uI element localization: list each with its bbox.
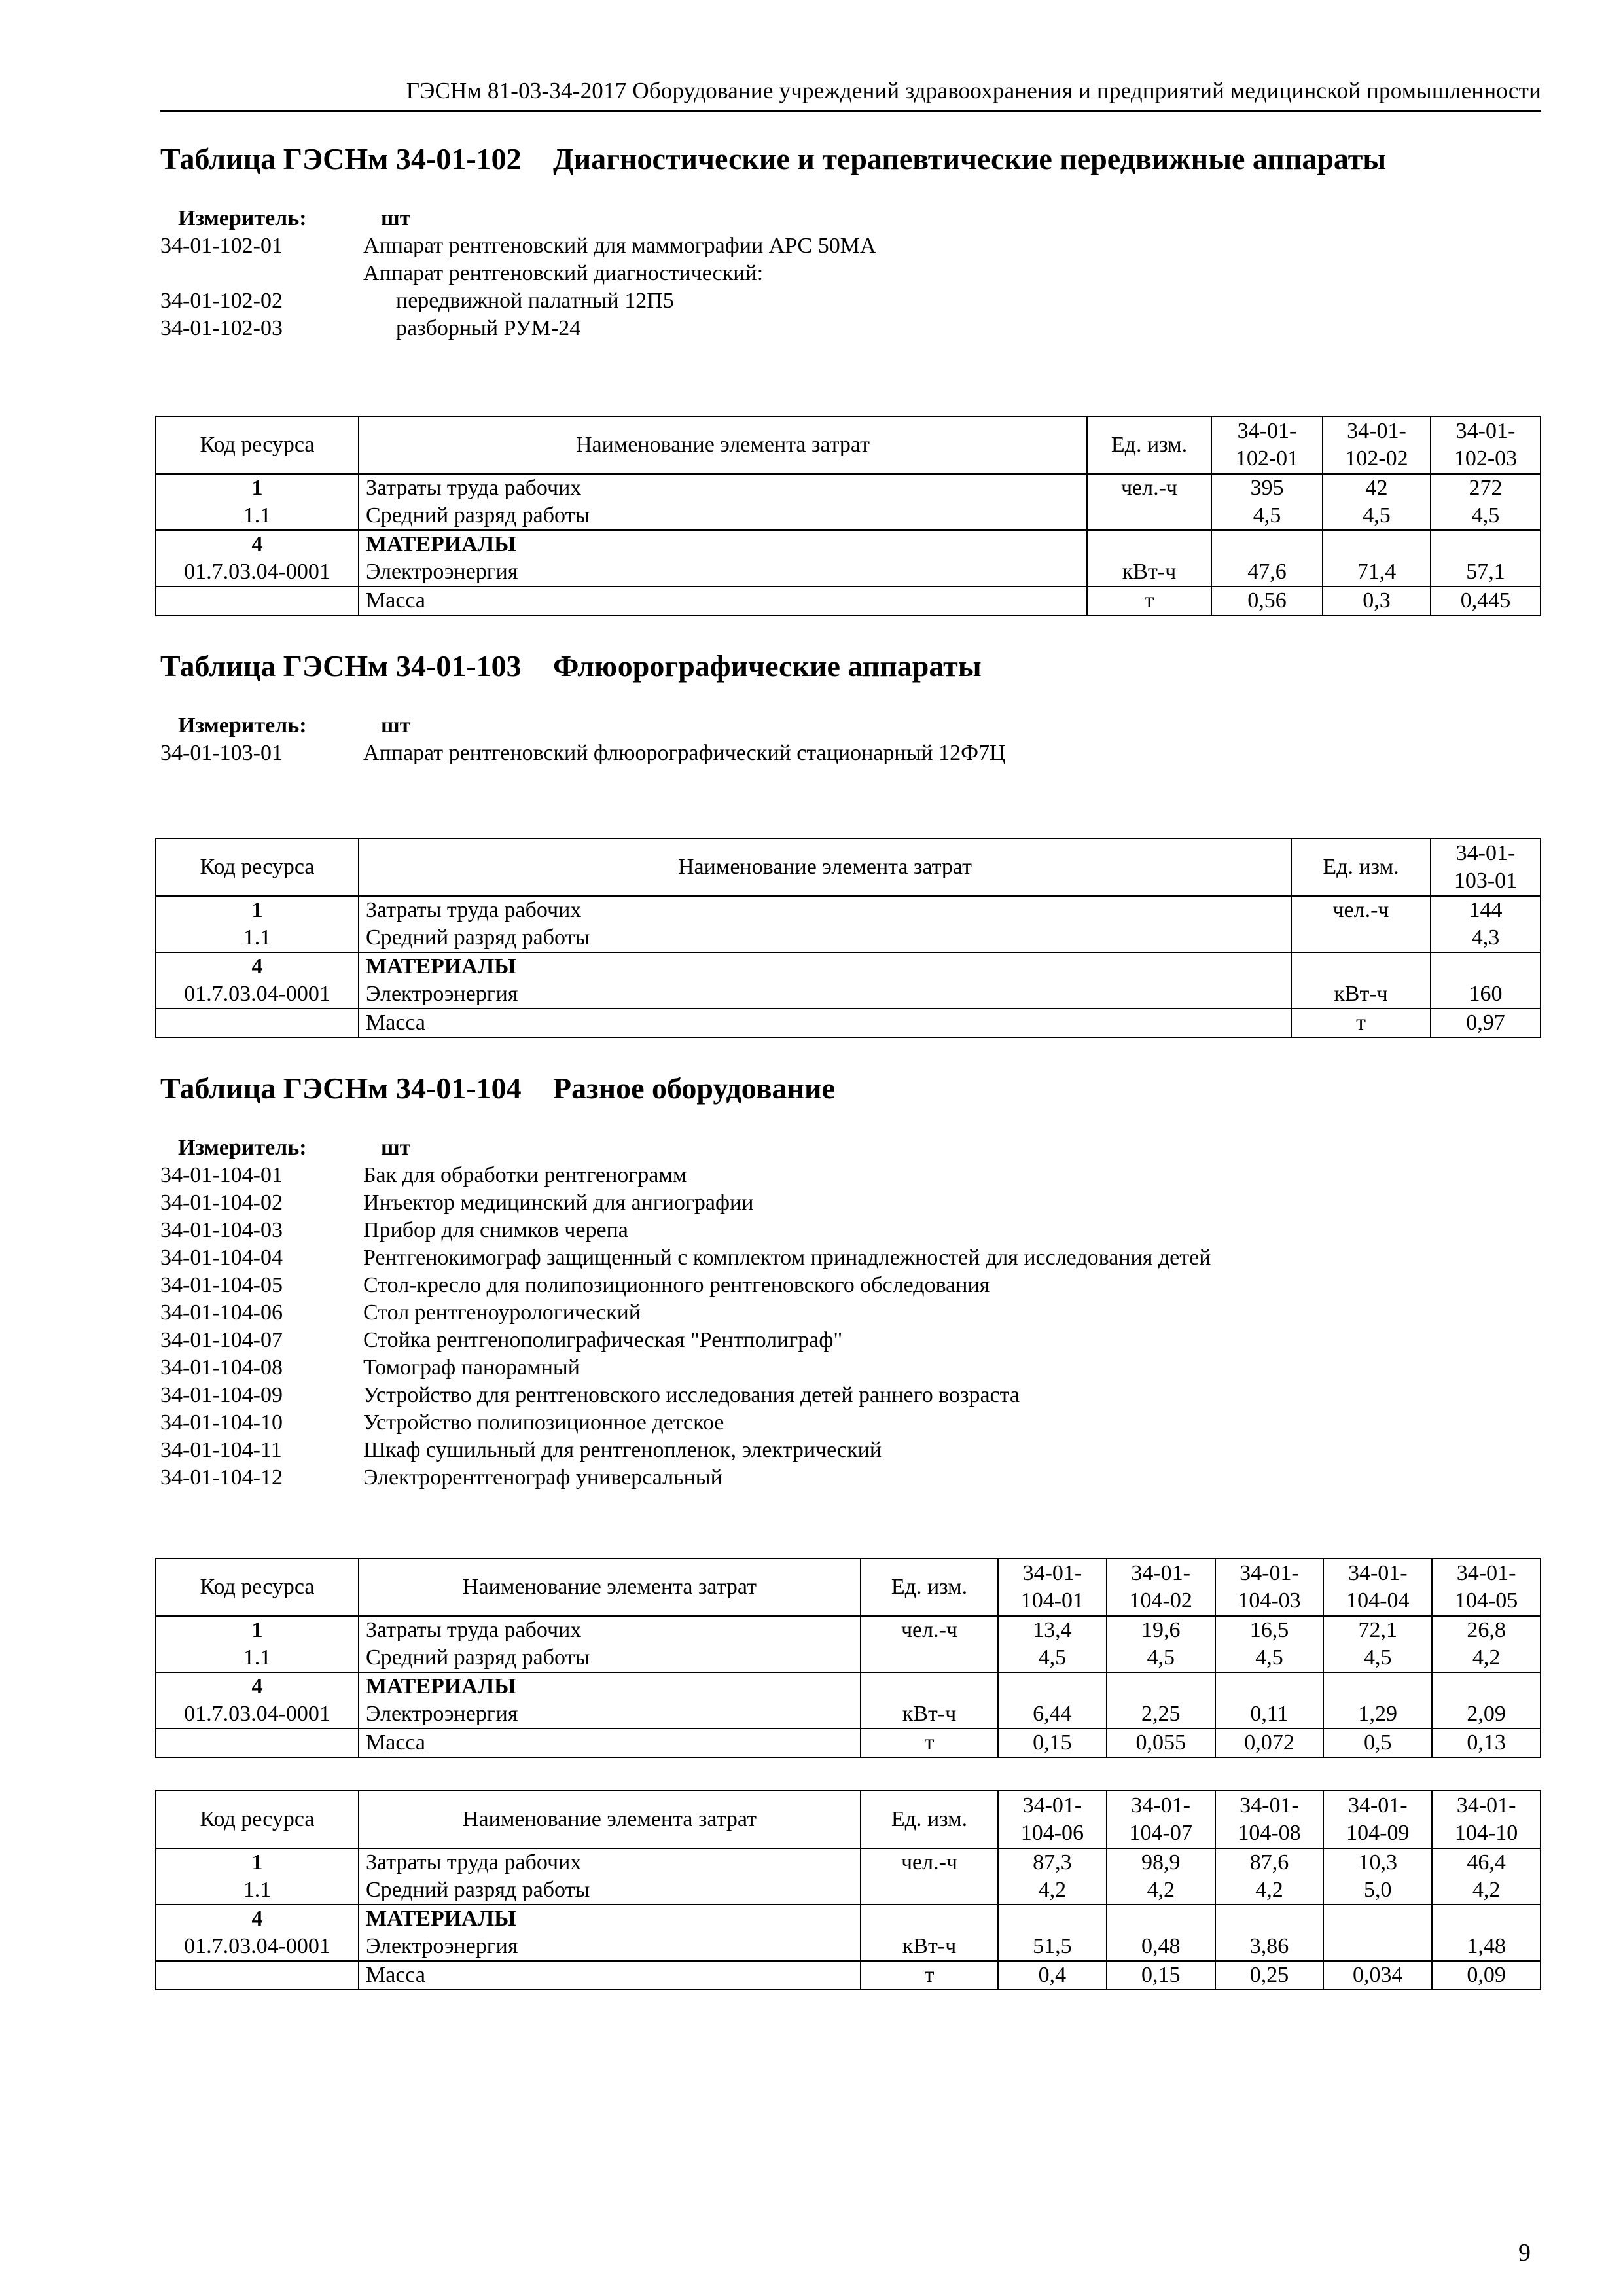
resource-name: Масса (359, 1729, 861, 1757)
table-row (156, 1700, 1541, 1729)
item-code: 34-01-102-03 (160, 316, 283, 340)
cost-table-104-b (155, 1790, 1541, 1990)
value-cell (1323, 1672, 1432, 1700)
resource-unit: кВт-ч (1291, 980, 1431, 1009)
table-row (156, 1876, 1541, 1905)
value-cell: 160 (1431, 980, 1541, 1009)
col-header-value: 34-01-104-06 (998, 1791, 1107, 1848)
resource-name: Затраты труда рабочих (359, 1616, 861, 1644)
resource-unit: т (1291, 1009, 1431, 1037)
col-header-unit: Ед. изм. (1291, 838, 1431, 896)
value-cell (1215, 1672, 1324, 1700)
table-header-row (156, 838, 1541, 896)
item-text: Аппарат рентгеновский для маммографии АРС 50МА (363, 234, 876, 258)
resource-unit (861, 1876, 998, 1905)
resource-code: 1.1 (156, 1876, 359, 1905)
value-cell: 19,6 (1107, 1616, 1215, 1644)
value-cell (1431, 530, 1541, 558)
item-code: 34-01-104-11 (160, 1438, 282, 1462)
resource-code: 1.1 (156, 924, 359, 952)
item-row (160, 260, 1541, 287)
resource-name: Электроэнергия (359, 1933, 861, 1961)
resource-code: 4 (156, 530, 359, 558)
value-cell: 0,25 (1215, 1961, 1324, 1990)
resource-name: Электроэнергия (359, 558, 1087, 586)
value-cell: 4,5 (1323, 502, 1431, 530)
value-cell: 4,5 (1431, 502, 1541, 530)
table-row (156, 1672, 1541, 1700)
col-header-name: Наименование элемента затрат (359, 416, 1087, 474)
resource-name: Затраты труда рабочих (359, 896, 1291, 924)
value-cell: 4,2 (1432, 1644, 1541, 1672)
value-cell (1323, 1905, 1432, 1933)
value-cell: 26,8 (1432, 1616, 1541, 1644)
item-row (160, 740, 1541, 767)
resource-name: Электроэнергия (359, 1700, 861, 1729)
value-cell: 4,2 (1215, 1876, 1324, 1905)
resource-code (156, 586, 359, 615)
value-cell: 0,48 (1107, 1933, 1215, 1961)
value-cell: 57,1 (1431, 558, 1541, 586)
item-code: 34-01-102-01 (160, 234, 283, 258)
value-cell: 0,56 (1211, 586, 1323, 615)
resource-name: Средний разряд работы (359, 1876, 861, 1905)
value-cell: 0,09 (1432, 1961, 1541, 1990)
resource-name: МАТЕРИАЛЫ (359, 952, 1291, 980)
table-row (156, 1933, 1541, 1961)
item-row (160, 1162, 1541, 1189)
value-cell: 0,13 (1432, 1729, 1541, 1757)
value-cell: 10,3 (1323, 1848, 1432, 1876)
measure-block (160, 1134, 1541, 1492)
col-header-value: 34-01-102-02 (1323, 416, 1431, 474)
col-header-unit: Ед. изм. (861, 1791, 998, 1848)
resource-unit: чел.-ч (861, 1848, 998, 1876)
resource-unit (861, 1672, 998, 1700)
value-cell: 4,2 (1107, 1876, 1215, 1905)
col-header-value: 34-01-102-03 (1431, 416, 1541, 474)
value-cell: 1,48 (1432, 1933, 1541, 1961)
table-row (156, 952, 1541, 980)
resource-unit: кВт-ч (861, 1933, 998, 1961)
table-row (156, 1644, 1541, 1672)
resource-code: 4 (156, 1672, 359, 1700)
value-cell: 0,072 (1215, 1729, 1324, 1757)
col-header-name: Наименование элемента затрат (359, 838, 1291, 896)
table-row (156, 586, 1541, 615)
value-cell: 4,5 (1323, 1644, 1432, 1672)
item-text: Инъектор медицинский для ангиографии (363, 1191, 754, 1215)
value-cell: 0,5 (1323, 1729, 1432, 1757)
value-cell: 47,6 (1211, 558, 1323, 586)
resource-unit (1087, 530, 1211, 558)
value-cell (1107, 1905, 1215, 1933)
item-row (160, 1382, 1541, 1409)
table-row (156, 980, 1541, 1009)
item-text: Устройство полипозиционное детское (363, 1410, 724, 1435)
resource-code: 01.7.03.04-0001 (156, 980, 359, 1009)
col-header-value: 34-01-104-01 (998, 1558, 1107, 1616)
resource-unit (1291, 924, 1431, 952)
value-cell: 13,4 (998, 1616, 1107, 1644)
table-row (156, 474, 1541, 502)
table-code: Таблица ГЭСНм 34-01-102 (160, 142, 522, 175)
value-cell: 5,0 (1323, 1876, 1432, 1905)
value-cell (1432, 1672, 1541, 1700)
item-row (160, 1217, 1541, 1244)
cost-table-103 (155, 838, 1541, 1038)
resource-code: 1 (156, 1616, 359, 1644)
resource-unit: кВт-ч (861, 1700, 998, 1729)
measure-label: Измеритель: (178, 1136, 307, 1160)
value-cell: 1,29 (1323, 1700, 1432, 1729)
item-code: 34-01-104-03 (160, 1218, 283, 1242)
resource-code: 1 (156, 896, 359, 924)
resource-name: Средний разряд работы (359, 1644, 861, 1672)
cost-table-104-a (155, 1558, 1541, 1758)
item-code: 34-01-104-09 (160, 1383, 283, 1407)
item-row (160, 1327, 1541, 1354)
value-cell: 2,09 (1432, 1700, 1541, 1729)
value-cell: 0,4 (998, 1961, 1107, 1990)
table-row (156, 924, 1541, 952)
cost-table-102 (155, 416, 1541, 616)
item-row (160, 1299, 1541, 1327)
resource-name: Затраты труда рабочих (359, 1848, 861, 1876)
col-header-code: Код ресурса (156, 838, 359, 896)
item-row (160, 232, 1541, 260)
value-cell: 98,9 (1107, 1848, 1215, 1876)
running-header: ГЭСНм 81-03-34-2017 Оборудование учреждений здравоохранения и предприятий медицинской промышленности (160, 72, 1541, 112)
item-text: передвижной палатный 12П5 (396, 289, 674, 313)
col-header-name: Наименование элемента затрат (359, 1791, 861, 1848)
table-header-row (156, 1558, 1541, 1616)
measure-block (160, 712, 1541, 767)
resource-code (156, 1009, 359, 1037)
item-text: Рентгенокимограф защищенный с комплектом принадлежностей для исследования детей (363, 1246, 1211, 1270)
resource-name: МАТЕРИАЛЫ (359, 1905, 861, 1933)
item-text: Бак для обработки рентгенограмм (363, 1163, 687, 1187)
col-header-code: Код ресурса (156, 416, 359, 474)
resource-name: МАТЕРИАЛЫ (359, 1672, 861, 1700)
item-code: 34-01-104-10 (160, 1410, 283, 1435)
col-header-name: Наименование элемента затрат (359, 1558, 861, 1616)
resource-code: 01.7.03.04-0001 (156, 1700, 359, 1729)
table-header-row (156, 416, 1541, 474)
item-code: 34-01-103-01 (160, 741, 283, 765)
table-row (156, 1009, 1541, 1037)
value-cell (1323, 1933, 1432, 1961)
table-code: Таблица ГЭСНм 34-01-103 (160, 649, 522, 683)
item-text: Аппарат рентгеновский диагностический: (363, 261, 764, 285)
item-row (160, 1189, 1541, 1217)
resource-name: Масса (359, 1009, 1291, 1037)
item-code (160, 260, 363, 287)
col-header-value: 34-01-104-03 (1215, 1558, 1324, 1616)
item-row (160, 1437, 1541, 1464)
item-text: Стойка рентгенополиграфическая "Рентполиграф" (363, 1328, 843, 1352)
col-header-value: 34-01-104-07 (1107, 1791, 1215, 1848)
col-header-value: 34-01-104-02 (1107, 1558, 1215, 1616)
measure-label: Измеритель: (178, 206, 307, 230)
table-title: Диагностические и терапевтические передвижные аппараты (553, 142, 1387, 175)
value-cell: 4,3 (1431, 924, 1541, 952)
resource-unit: т (861, 1961, 998, 1990)
item-text: Стол рентгеноурологический (363, 1300, 641, 1325)
resource-name: Средний разряд работы (359, 502, 1087, 530)
item-text: Аппарат рентгеновский флюорографический стационарный 12Ф7Ц (363, 741, 1006, 765)
value-cell (1211, 530, 1323, 558)
resource-code: 1.1 (156, 502, 359, 530)
resource-unit: чел.-ч (1291, 896, 1431, 924)
item-text: разборный РУМ-24 (396, 316, 581, 340)
item-code: 34-01-104-01 (160, 1163, 283, 1187)
resource-code: 1.1 (156, 1644, 359, 1672)
item-row (160, 1409, 1541, 1437)
col-header-value: 34-01-102-01 (1211, 416, 1323, 474)
resource-code: 01.7.03.04-0001 (156, 1933, 359, 1961)
resource-unit (1291, 952, 1431, 980)
item-text: Прибор для снимков черепа (363, 1218, 628, 1242)
measure-unit: шт (381, 1136, 411, 1160)
item-code: 34-01-104-04 (160, 1246, 283, 1270)
item-row (160, 287, 1541, 315)
item-code: 34-01-104-06 (160, 1300, 283, 1325)
table-code: Таблица ГЭСНм 34-01-104 (160, 1071, 522, 1105)
resource-code (156, 1961, 359, 1990)
resource-name: Электроэнергия (359, 980, 1291, 1009)
value-cell (998, 1672, 1107, 1700)
table-header-row (156, 1791, 1541, 1848)
resource-name: Масса (359, 1961, 861, 1990)
col-header-value: 34-01-104-04 (1323, 1558, 1432, 1616)
item-code: 34-01-104-02 (160, 1191, 283, 1215)
col-header-code: Код ресурса (156, 1558, 359, 1616)
col-header-value: 34-01-103-01 (1431, 838, 1541, 896)
measure-block (160, 205, 1541, 342)
resource-code: 01.7.03.04-0001 (156, 558, 359, 586)
resource-unit (861, 1905, 998, 1933)
resource-name: Затраты труда рабочих (359, 474, 1087, 502)
resource-unit (1087, 502, 1211, 530)
value-cell: 2,25 (1107, 1700, 1215, 1729)
value-cell: 71,4 (1323, 558, 1431, 586)
resource-name: МАТЕРИАЛЫ (359, 530, 1087, 558)
section-34-01-104 (160, 1070, 1541, 1492)
value-cell: 6,44 (998, 1700, 1107, 1729)
col-header-unit: Ед. изм. (1087, 416, 1211, 474)
value-cell (1431, 952, 1541, 980)
value-cell: 0,15 (1107, 1961, 1215, 1990)
resource-code: 1 (156, 474, 359, 502)
table-row (156, 1848, 1541, 1876)
value-cell (998, 1905, 1107, 1933)
item-code: 34-01-104-08 (160, 1355, 283, 1380)
value-cell: 0,11 (1215, 1700, 1324, 1729)
value-cell: 0,445 (1431, 586, 1541, 615)
value-cell: 42 (1323, 474, 1431, 502)
col-header-code: Код ресурса (156, 1791, 359, 1848)
measure-label: Измеритель: (178, 713, 307, 738)
value-cell: 144 (1431, 896, 1541, 924)
value-cell: 395 (1211, 474, 1323, 502)
col-header-unit: Ед. изм. (861, 1558, 998, 1616)
table-row (156, 1616, 1541, 1644)
item-row (160, 315, 1541, 342)
col-header-value: 34-01-104-09 (1323, 1791, 1432, 1848)
resource-unit: т (861, 1729, 998, 1757)
value-cell: 4,5 (998, 1644, 1107, 1672)
table-row (156, 896, 1541, 924)
resource-unit: чел.-ч (861, 1616, 998, 1644)
value-cell: 272 (1431, 474, 1541, 502)
value-cell: 87,6 (1215, 1848, 1324, 1876)
table-row (156, 530, 1541, 558)
measure-unit: шт (381, 713, 411, 738)
item-text: Томограф панорамный (363, 1355, 580, 1380)
value-cell: 16,5 (1215, 1616, 1324, 1644)
resource-unit: чел.-ч (1087, 474, 1211, 502)
item-text: Электрорентгенограф универсальный (363, 1465, 722, 1490)
resource-code (156, 1729, 359, 1757)
table-row (156, 502, 1541, 530)
page-number: 9 (1518, 2239, 1531, 2267)
item-row (160, 1354, 1541, 1382)
table-title: Флюорографические аппараты (553, 649, 982, 683)
item-text: Шкаф сушильный для рентгенопленок, электрический (363, 1438, 882, 1462)
item-code: 34-01-102-02 (160, 289, 283, 313)
value-cell: 72,1 (1323, 1616, 1432, 1644)
item-row (160, 1244, 1541, 1272)
value-cell (1323, 530, 1431, 558)
item-row (160, 1464, 1541, 1492)
table-row (156, 558, 1541, 586)
value-cell: 0,15 (998, 1729, 1107, 1757)
resource-unit: кВт-ч (1087, 558, 1211, 586)
value-cell: 3,86 (1215, 1933, 1324, 1961)
value-cell: 4,5 (1107, 1644, 1215, 1672)
col-header-value: 34-01-104-08 (1215, 1791, 1324, 1848)
item-code: 34-01-104-05 (160, 1273, 283, 1297)
item-text: Устройство для рентгеновского исследования детей раннего возраста (363, 1383, 1020, 1407)
table-title: Разное оборудование (553, 1071, 835, 1105)
resource-name: Средний разряд работы (359, 924, 1291, 952)
section-34-01-102 (160, 141, 1541, 342)
item-code: 34-01-104-07 (160, 1328, 283, 1352)
section-34-01-103 (160, 648, 1541, 767)
resource-code: 4 (156, 1905, 359, 1933)
table-row (156, 1729, 1541, 1757)
value-cell: 0,034 (1323, 1961, 1432, 1990)
value-cell (1107, 1672, 1215, 1700)
value-cell (1432, 1905, 1541, 1933)
resource-name: Масса (359, 586, 1087, 615)
item-row (160, 1272, 1541, 1299)
item-code: 34-01-104-12 (160, 1465, 283, 1490)
value-cell: 87,3 (998, 1848, 1107, 1876)
item-text: Стол-кресло для полипозиционного рентгеновского обследования (363, 1273, 990, 1297)
value-cell: 4,5 (1211, 502, 1323, 530)
value-cell: 51,5 (998, 1933, 1107, 1961)
value-cell: 4,2 (1432, 1876, 1541, 1905)
measure-unit: шт (381, 206, 411, 230)
resource-code: 1 (156, 1848, 359, 1876)
value-cell: 4,5 (1215, 1644, 1324, 1672)
value-cell (1215, 1905, 1324, 1933)
resource-unit (861, 1644, 998, 1672)
value-cell: 46,4 (1432, 1848, 1541, 1876)
col-header-value: 34-01-104-05 (1432, 1558, 1541, 1616)
value-cell: 0,97 (1431, 1009, 1541, 1037)
table-row (156, 1905, 1541, 1933)
col-header-value: 34-01-104-10 (1432, 1791, 1541, 1848)
resource-code: 4 (156, 952, 359, 980)
value-cell: 4,2 (998, 1876, 1107, 1905)
table-row (156, 1961, 1541, 1990)
value-cell: 0,055 (1107, 1729, 1215, 1757)
resource-unit: т (1087, 586, 1211, 615)
value-cell: 0,3 (1323, 586, 1431, 615)
